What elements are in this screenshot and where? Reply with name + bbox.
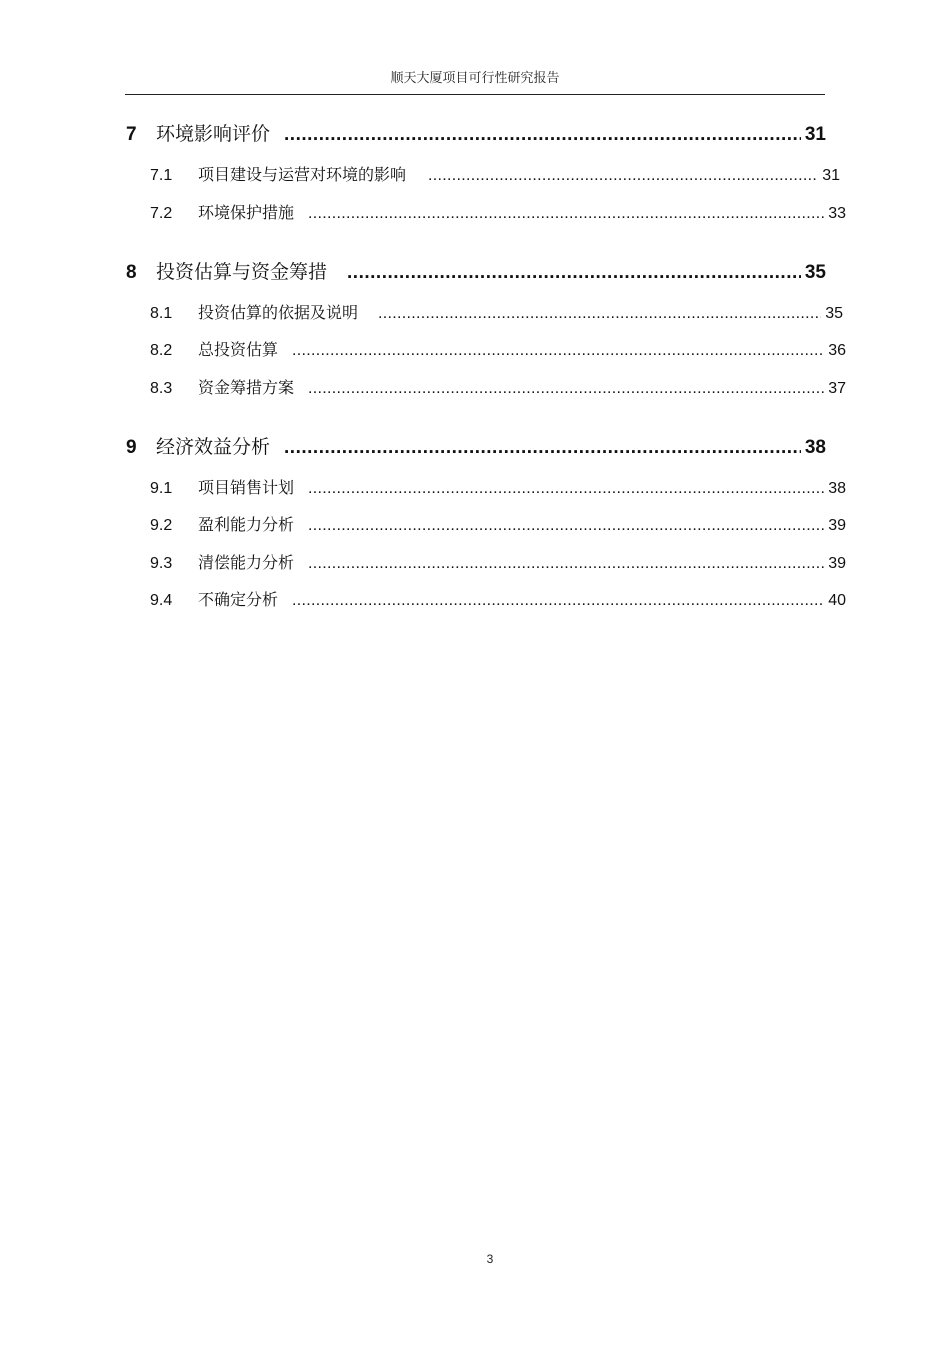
toc-item-number: 9.1 <box>150 480 173 497</box>
toc-item-number: 9.3 <box>150 555 173 572</box>
toc-page-number: 39 <box>828 555 846 572</box>
toc-item-8-3[interactable] <box>150 375 846 399</box>
toc-section-number: 9 <box>126 437 137 458</box>
toc-page-number: 38 <box>828 480 846 497</box>
toc-item-7-1[interactable] <box>150 162 840 186</box>
toc-page-number: 36 <box>828 342 846 359</box>
toc-item-9-4[interactable] <box>150 587 846 611</box>
toc-leader-dots <box>347 262 801 284</box>
toc-leader-dots <box>284 124 801 146</box>
toc-item-title: 投资估算的依据及说明 <box>198 303 359 322</box>
toc-item-9-2[interactable] <box>150 512 846 536</box>
toc-item-number: 9.2 <box>150 517 173 534</box>
toc-page-number: 38 <box>804 437 826 458</box>
toc-section-number: 8 <box>126 262 137 283</box>
toc-item-number: 8.3 <box>150 380 173 397</box>
page-number: 3 <box>486 1252 494 1266</box>
header-divider <box>125 94 825 95</box>
toc-item-title: 总投资估算 <box>198 340 279 359</box>
toc-item-8-1[interactable] <box>150 300 843 324</box>
toc-section-8[interactable] <box>126 257 826 287</box>
toc-leader-dots <box>308 555 824 573</box>
toc-page-number: 31 <box>804 124 826 145</box>
toc-item-title: 清偿能力分析 <box>198 553 295 572</box>
toc-item-8-2[interactable] <box>150 337 846 361</box>
toc-page-number: 31 <box>822 167 840 184</box>
toc-leader-dots <box>308 480 824 498</box>
toc-page-number: 33 <box>828 205 846 222</box>
toc-page-number: 39 <box>828 517 846 534</box>
toc-item-number: 8.2 <box>150 342 173 359</box>
toc-section-title: 环境影响评价 <box>156 123 271 145</box>
toc-item-title: 不确定分析 <box>198 590 279 609</box>
toc-page-number: 35 <box>804 262 826 283</box>
toc-leader-dots <box>284 437 801 459</box>
toc-leader-dots <box>292 342 824 360</box>
toc-item-number: 8.1 <box>150 305 173 322</box>
toc-section-title: 投资估算与资金筹措 <box>156 261 328 283</box>
toc-leader-dots <box>308 205 824 223</box>
header-title: 顺天大厦项目可行性研究报告 <box>390 71 560 86</box>
toc-leader-dots <box>308 517 824 535</box>
toc-item-title: 盈利能力分析 <box>198 515 295 534</box>
toc-page-number: 40 <box>828 592 846 609</box>
toc-section-9[interactable] <box>126 432 826 462</box>
toc-item-title: 环境保护措施 <box>198 203 295 222</box>
toc-leader-dots <box>308 380 824 398</box>
toc-item-title: 资金筹措方案 <box>198 378 295 397</box>
toc-item-number: 9.4 <box>150 592 173 609</box>
toc-page-number: 35 <box>825 305 843 322</box>
toc-leader-dots <box>428 167 818 185</box>
toc-item-number: 7.1 <box>150 167 173 184</box>
toc-leader-dots <box>292 592 824 610</box>
toc-item-title: 项目建设与运营对环境的影响 <box>198 165 407 184</box>
toc-item-title: 项目销售计划 <box>198 478 295 497</box>
toc-item-9-1[interactable] <box>150 475 846 499</box>
toc-section-7[interactable] <box>126 119 826 149</box>
toc-item-number: 7.2 <box>150 205 173 222</box>
toc-section-title: 经济效益分析 <box>156 436 271 458</box>
toc-item-7-2[interactable] <box>150 200 846 224</box>
toc-item-9-3[interactable] <box>150 550 846 574</box>
toc-leader-dots <box>378 305 821 323</box>
toc-page-number: 37 <box>828 380 846 397</box>
toc-section-number: 7 <box>126 124 137 145</box>
